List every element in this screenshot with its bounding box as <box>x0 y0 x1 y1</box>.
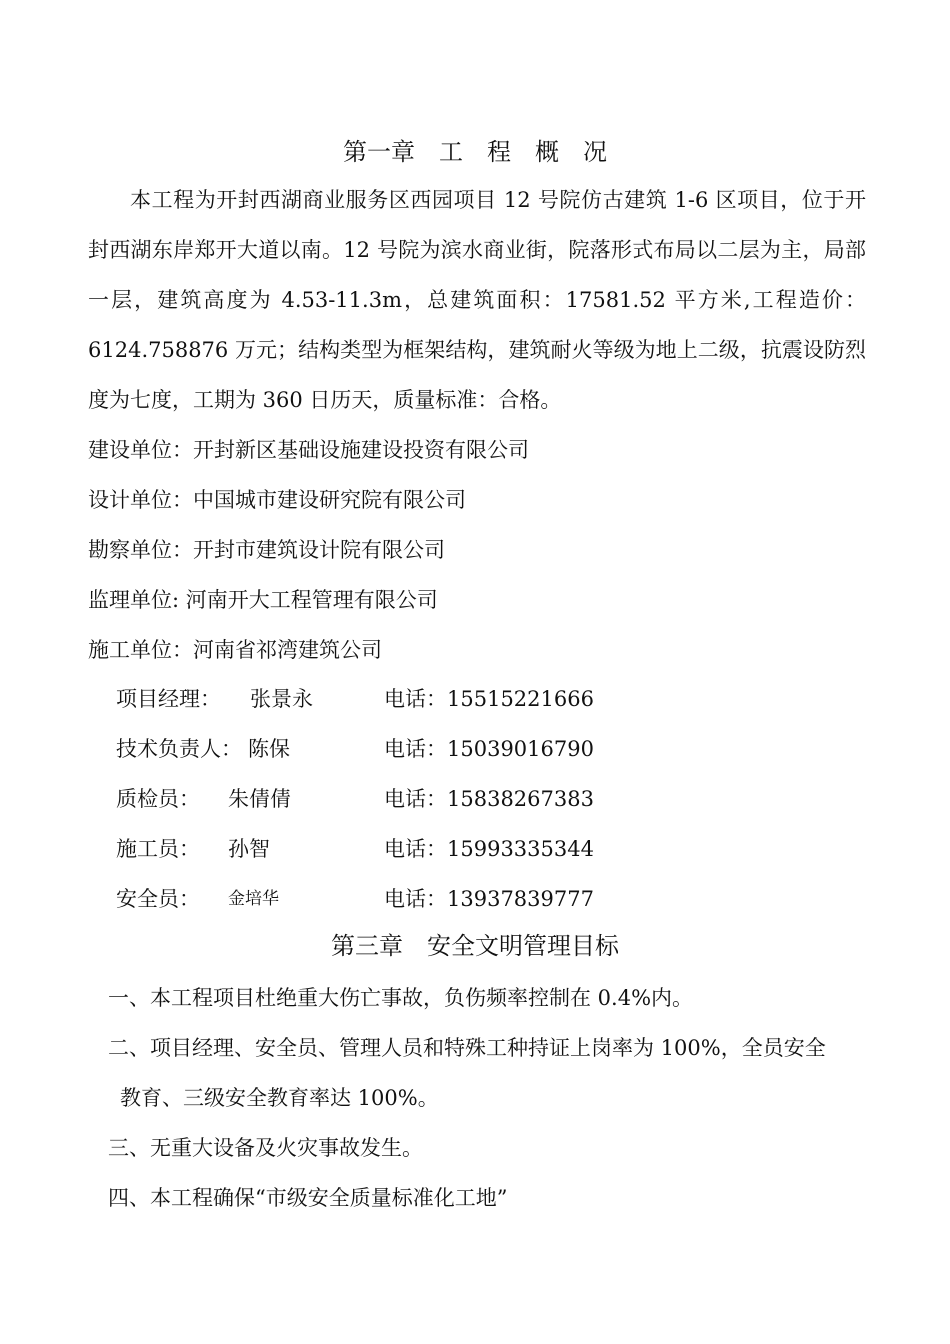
project-overview-paragraph: 本工程为开封西湖商业服务区西园项目 12 号院仿古建筑 1-6 区项目，位于开封西湖东岸郑开大道以南。12 号院为滨水商业街，院落形式布局以二层为主，局部一层，建筑高度为 4.53-11.3m，总建筑面积：17581.52 平方米,工程造价：6124.758876 万元；结构类型为框架结构，建筑耐火等级为地上二级，抗震设防烈度为七度，工期为 360 日历天，质量标准：合格。 <box>88 188 866 412</box>
contact-phone: 电话：15993335344 <box>384 837 594 861</box>
design-unit-line: 设计单位：中国城市建设研究院有限公司 <box>88 488 466 512</box>
owner-unit-line: 建设单位：开封新区基础设施建设投资有限公司 <box>88 438 529 462</box>
contact-name: 金培华 <box>228 889 279 909</box>
contact-row-project-manager <box>116 684 594 714</box>
supervision-unit-line: 监理单位: 河南开大工程管理有限公司 <box>88 588 438 612</box>
contact-role: 技术负责人： <box>116 737 242 761</box>
goal-item-4: 四、本工程确保“市级安全质量标准化工地” <box>108 1186 508 1210</box>
contact-row-constructor <box>116 834 594 864</box>
contact-phone: 电话：13937839777 <box>384 887 594 911</box>
contact-phone: 电话：15838267383 <box>384 787 594 811</box>
contact-phone: 电话：15039016790 <box>384 737 594 761</box>
goal-item-2-line-2: 教育、三级安全教育率达 100%。 <box>120 1086 439 1110</box>
contact-name: 孙智 <box>228 837 270 861</box>
contact-name: 朱倩倩 <box>228 787 291 811</box>
contact-row-safety-officer <box>116 884 594 914</box>
contact-role: 施工员： <box>116 837 200 861</box>
contact-role: 质检员： <box>116 787 200 811</box>
contact-name: 陈保 <box>248 737 290 761</box>
contact-name: 张景永 <box>250 687 313 711</box>
goal-item-3: 三、无重大设备及火灾事故发生。 <box>108 1136 423 1160</box>
contact-role: 安全员： <box>116 887 200 911</box>
goal-item-1: 一、本工程项目杜绝重大伤亡事故，负伤频率控制在 0.4%内。 <box>108 986 694 1010</box>
goal-item-2-line-1: 二、项目经理、安全员、管理人员和特殊工种持证上岗率为 100%，全员安全 <box>108 1036 826 1060</box>
survey-unit-line: 勘察单位：开封市建筑设计院有限公司 <box>88 538 445 562</box>
contact-phone: 电话：15515221666 <box>384 687 594 711</box>
contact-row-technical-lead <box>116 734 594 764</box>
construction-unit-line: 施工单位：河南省祁湾建筑公司 <box>88 638 382 662</box>
contact-row-quality-inspector <box>116 784 594 814</box>
contact-role: 项目经理： <box>116 687 221 711</box>
chapter-3-title: 第三章 安全文明管理目标 <box>331 932 619 960</box>
chapter-1-title: 第一章 工 程 概 况 <box>343 138 607 166</box>
